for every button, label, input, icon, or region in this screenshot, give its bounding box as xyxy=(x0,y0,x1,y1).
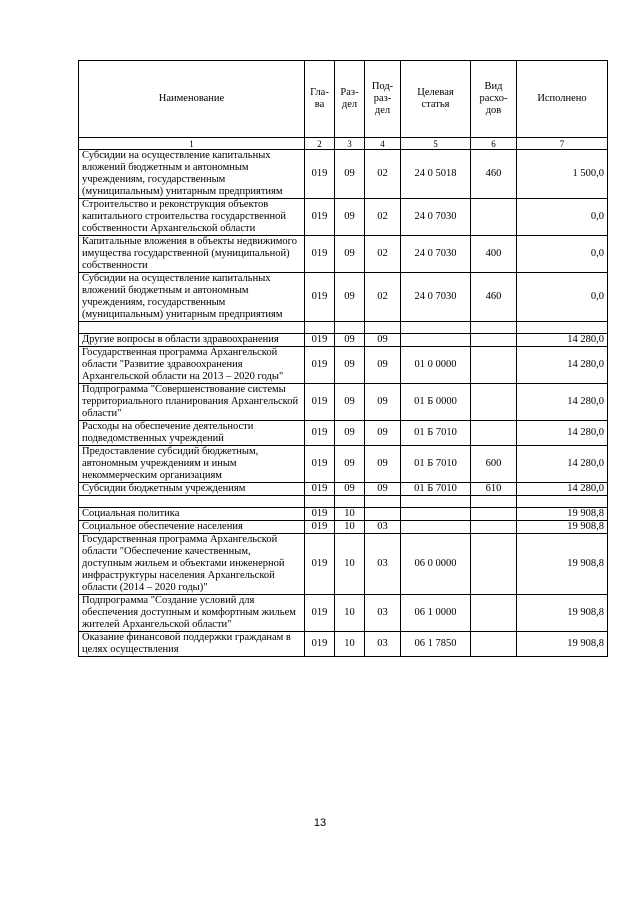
header-name: Наименование xyxy=(79,61,305,138)
row-target: 01 Б 7010 xyxy=(401,446,471,483)
col-number: 5 xyxy=(401,138,471,150)
row-glava: 019 xyxy=(305,384,335,421)
row-podrazdel: 02 xyxy=(365,273,401,322)
row-podrazdel xyxy=(365,508,401,521)
spacer-row xyxy=(79,496,608,508)
table-row xyxy=(79,483,608,496)
row-vid xyxy=(471,595,517,632)
row-vid xyxy=(471,632,517,657)
row-razdel: 10 xyxy=(335,632,365,657)
spacer-cell xyxy=(305,496,335,508)
col-number: 2 xyxy=(305,138,335,150)
row-vid: 600 xyxy=(471,446,517,483)
row-podrazdel: 03 xyxy=(365,534,401,595)
row-glava: 019 xyxy=(305,534,335,595)
row-target: 01 Б 0000 xyxy=(401,384,471,421)
row-glava: 019 xyxy=(305,483,335,496)
row-glava: 019 xyxy=(305,150,335,199)
spacer-cell xyxy=(401,322,471,334)
row-name: Предоставление субсидий бюджетным, автономным учреждениям и иным некоммерческим организациям xyxy=(79,446,305,483)
row-name: Подпрограмма "Создание условий для обеспечения доступным и комфортным жильем жителей Архангельской области" xyxy=(79,595,305,632)
row-done: 19 908,8 xyxy=(517,521,608,534)
row-done: 14 280,0 xyxy=(517,347,608,384)
spacer-row xyxy=(79,322,608,334)
col-number: 1 xyxy=(79,138,305,150)
row-target: 24 0 7030 xyxy=(401,236,471,273)
row-done: 19 908,8 xyxy=(517,632,608,657)
row-razdel: 09 xyxy=(335,483,365,496)
table-header-row xyxy=(79,61,608,138)
row-name: Капитальные вложения в объекты недвижимого имущества государственной (муниципальной) собственности xyxy=(79,236,305,273)
row-podrazdel: 09 xyxy=(365,347,401,384)
row-name: Государственная программа Архангельской области "Обеспечение качественным, доступным жильем и объектами инженерной инфраструктуры населения Архангельской области (2014 – 2020 годы)" xyxy=(79,534,305,595)
spacer-cell xyxy=(335,496,365,508)
row-name: Государственная программа Архангельской области "Развитие здравоохранения Архангельской области на 2013 – 2020 годы" xyxy=(79,347,305,384)
row-razdel: 10 xyxy=(335,534,365,595)
row-glava: 019 xyxy=(305,632,335,657)
row-vid xyxy=(471,421,517,446)
row-done: 0,0 xyxy=(517,199,608,236)
row-razdel: 09 xyxy=(335,236,365,273)
spacer-cell xyxy=(365,496,401,508)
row-done: 1 500,0 xyxy=(517,150,608,199)
row-podrazdel: 03 xyxy=(365,521,401,534)
row-name: Субсидии на осуществление капитальных вложений бюджетным и автономным учреждениям, государственным (муниципальным) унитарным предприятиям xyxy=(79,150,305,199)
row-razdel: 09 xyxy=(335,273,365,322)
header-vid: Вид расхо- дов xyxy=(471,61,517,138)
row-razdel: 10 xyxy=(335,595,365,632)
row-name: Подпрограмма "Совершенствование системы территориального планирования Архангельской области" xyxy=(79,384,305,421)
row-target: 06 1 0000 xyxy=(401,595,471,632)
row-razdel: 10 xyxy=(335,521,365,534)
spacer-cell xyxy=(517,322,608,334)
row-target: 01 Б 7010 xyxy=(401,421,471,446)
row-glava: 019 xyxy=(305,236,335,273)
row-done: 14 280,0 xyxy=(517,446,608,483)
row-razdel: 09 xyxy=(335,199,365,236)
row-glava: 019 xyxy=(305,421,335,446)
header-done: Исполнено xyxy=(517,61,608,138)
spacer-cell xyxy=(471,322,517,334)
spacer-cell xyxy=(401,496,471,508)
row-glava: 019 xyxy=(305,595,335,632)
row-name: Другие вопросы в области здравоохранения xyxy=(79,334,305,347)
row-target: 06 1 7850 xyxy=(401,632,471,657)
row-name: Расходы на обеспечение деятельности подведомственных учреждений xyxy=(79,421,305,446)
row-name: Субсидии на осуществление капитальных вложений бюджетным и автономным учреждениям, государственным (муниципальным) унитарным предприятиям xyxy=(79,273,305,322)
row-podrazdel: 09 xyxy=(365,446,401,483)
header-target: Целевая статья xyxy=(401,61,471,138)
row-vid xyxy=(471,199,517,236)
row-razdel: 09 xyxy=(335,150,365,199)
row-done: 19 908,8 xyxy=(517,508,608,521)
row-target: 24 0 5018 xyxy=(401,150,471,199)
spacer-cell xyxy=(471,496,517,508)
table-row xyxy=(79,595,608,632)
row-name: Социальная политика xyxy=(79,508,305,521)
row-razdel: 09 xyxy=(335,446,365,483)
spacer-cell xyxy=(79,496,305,508)
table-row xyxy=(79,421,608,446)
row-vid: 460 xyxy=(471,150,517,199)
row-razdel: 10 xyxy=(335,508,365,521)
row-glava: 019 xyxy=(305,273,335,322)
row-glava: 019 xyxy=(305,521,335,534)
row-podrazdel: 09 xyxy=(365,384,401,421)
row-target: 24 0 7030 xyxy=(401,273,471,322)
row-razdel: 09 xyxy=(335,384,365,421)
table-row xyxy=(79,273,608,322)
column-number-row xyxy=(79,138,608,150)
row-vid: 610 xyxy=(471,483,517,496)
table-row xyxy=(79,508,608,521)
row-name: Социальное обеспечение населения xyxy=(79,521,305,534)
row-razdel: 09 xyxy=(335,347,365,384)
row-done: 14 280,0 xyxy=(517,483,608,496)
row-done: 14 280,0 xyxy=(517,384,608,421)
row-podrazdel: 02 xyxy=(365,150,401,199)
row-name: Строительство и реконструкция объектов капитального строительства государственной собственности Архангельской области xyxy=(79,199,305,236)
table-row xyxy=(79,236,608,273)
spacer-cell xyxy=(305,322,335,334)
row-target: 01 Б 7010 xyxy=(401,483,471,496)
row-name: Субсидии бюджетным учреждениям xyxy=(79,483,305,496)
row-podrazdel: 03 xyxy=(365,595,401,632)
row-razdel: 09 xyxy=(335,421,365,446)
row-done: 14 280,0 xyxy=(517,421,608,446)
table-row xyxy=(79,446,608,483)
col-number: 6 xyxy=(471,138,517,150)
row-razdel: 09 xyxy=(335,334,365,347)
row-target xyxy=(401,508,471,521)
row-podrazdel: 02 xyxy=(365,236,401,273)
header-razdel: Раз- дел xyxy=(335,61,365,138)
budget-table xyxy=(78,60,608,657)
table-row xyxy=(79,199,608,236)
table-row xyxy=(79,534,608,595)
table-row xyxy=(79,334,608,347)
spacer-cell xyxy=(517,496,608,508)
table-row xyxy=(79,150,608,199)
page-number: 13 xyxy=(313,817,327,829)
row-target: 06 0 0000 xyxy=(401,534,471,595)
row-podrazdel: 02 xyxy=(365,199,401,236)
row-done: 0,0 xyxy=(517,273,608,322)
row-vid xyxy=(471,334,517,347)
spacer-cell xyxy=(365,322,401,334)
table-row xyxy=(79,384,608,421)
row-name: Оказание финансовой поддержки гражданам в целях осуществления xyxy=(79,632,305,657)
row-vid xyxy=(471,521,517,534)
spacer-cell xyxy=(335,322,365,334)
row-target xyxy=(401,334,471,347)
row-vid xyxy=(471,384,517,421)
row-vid xyxy=(471,508,517,521)
row-vid: 460 xyxy=(471,273,517,322)
row-done: 14 280,0 xyxy=(517,334,608,347)
row-vid: 400 xyxy=(471,236,517,273)
row-glava: 019 xyxy=(305,347,335,384)
row-podrazdel: 09 xyxy=(365,334,401,347)
col-number: 3 xyxy=(335,138,365,150)
table-row xyxy=(79,347,608,384)
row-glava: 019 xyxy=(305,334,335,347)
row-vid xyxy=(471,534,517,595)
header-glava: Гла- ва xyxy=(305,61,335,138)
row-podrazdel: 03 xyxy=(365,632,401,657)
table-row xyxy=(79,632,608,657)
row-glava: 019 xyxy=(305,508,335,521)
col-number: 4 xyxy=(365,138,401,150)
row-glava: 019 xyxy=(305,199,335,236)
row-podrazdel: 09 xyxy=(365,421,401,446)
row-done: 0,0 xyxy=(517,236,608,273)
row-done: 19 908,8 xyxy=(517,595,608,632)
header-podrazdel: Под- раз- дел xyxy=(365,61,401,138)
table-row xyxy=(79,521,608,534)
row-target: 24 0 7030 xyxy=(401,199,471,236)
row-vid xyxy=(471,347,517,384)
col-number: 7 xyxy=(517,138,608,150)
spacer-cell xyxy=(79,322,305,334)
row-podrazdel: 09 xyxy=(365,483,401,496)
row-target xyxy=(401,521,471,534)
row-target: 01 0 0000 xyxy=(401,347,471,384)
row-done: 19 908,8 xyxy=(517,534,608,595)
row-glava: 019 xyxy=(305,446,335,483)
